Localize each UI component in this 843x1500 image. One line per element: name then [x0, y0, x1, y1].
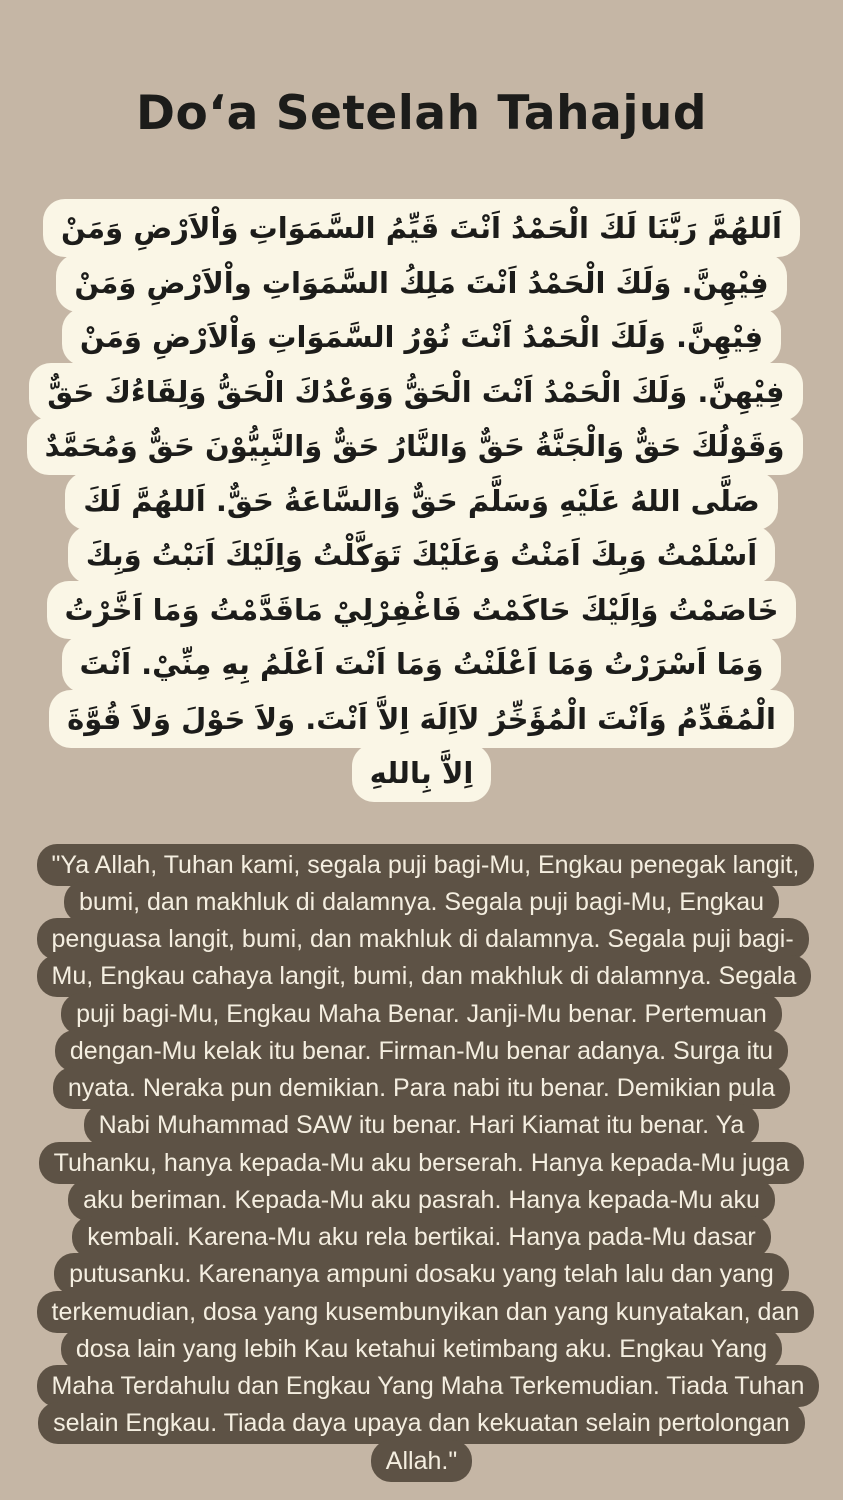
arabic-prayer-text: اَللهُمَّ رَبَّنَا لَكَ الْحَمْدُ اَنْتَ قَيِّمُ السَّمَوَاتِ وَاْلاَرْضِ وَمَنْ فِيْهِنَّ. وَلَكَ الْحَمْدُ اَنْتَ مَلِكُ السَّمَوَاتِ واْلاَرْضِ وَمَنْ فِيْهِنَّ. وَلَكَ الْحَمْدُ اَنْتَ نُوْرُ السَّمَوَاتِ وَاْلاَرْضِ وَمَنْ فِيْهِنَّ. وَلَكَ الْحَمْدُ اَنْتَ الْحَقُّ وَوَعْدُكَ الْحَقُّ وَلِقَاءُكَ حَقٌّ وَقَوْلُكَ حَقٌّ وَالْجَنَّةُ حَقٌّ وَالنَّارُ حَقٌّ وَالنَّبِيُّوْنَ حَقٌّ وَمُحَمَّدٌ صَلَّى اللهُ عَلَيْهِ وَسَلَّمَ حَقٌّ وَالسَّاعَةُ حَقٌّ. اَللهُمَّ لَكَ اَسْلَمْتُ وَبِكَ اَمَنْتُ وَعَلَيْكَ تَوَكَّلْتُ وَاِلَيْكَ اَنَبْتُ وَبِكَ خَاصَمْتُ وَاِلَيْكَ حَاكَمْتُ فَاغْفِرْلِيْ مَاقَدَّمْتُ وَمَا اَخَّرْتُ وَمَا اَسْرَرْتُ وَمَا اَعْلَنْتُ وَمَا اَنْتَ اَعْلَمُ بِهِ مِنِّيْ. اَنْتَ الْمُقَدِّمُ وَاَنْتَ الْمُؤَخِّرُ لاَاِلَهَ اِلاَّ اَنْتَ. وَلاَ حَوْلَ وَلاَ قُوَّةَ اِلاَّ بِاللهِ — [27, 199, 803, 802]
translation-text: "Ya Allah, Tuhan kami, segala puji bagi-Mu, Engkau penegak langit, bumi, dan makhluk di dalamnya. Segala puji bagi-Mu, Engkau penguasa langit, bumi, dan makhluk di dalamnya. Segala puji bagi-Mu, Engkau cahaya langit, bumi, dan makhluk di dalamnya. Segala puji bagi-Mu, Engkau Maha Benar. Janji-Mu benar. Pertemuan dengan-Mu kelak itu benar. Firman-Mu benar adanya. Surga itu nyata. Neraka pun demikian. Para nabi itu benar. Demikian pula Nabi Muhammad SAW itu benar. Hari Kiamat itu benar. Ya Tuhanku, hanya kepada-Mu aku berserah. Hanya kepada-Mu juga aku beriman. Kepada-Mu aku pasrah. Hanya kepada-Mu aku kembali. Karena-Mu aku rela bertikai. Hanya pada-Mu dasar putusanku. Karenanya ampuni dosaku yang telah lalu dan yang terkemudian, dosa yang kusembunyikan dan yang kunyatakan, dan dosa lain yang lebih Kau ketahui ketimbang aku. Engkau Yang Maha Terdahulu dan Engkau Yang Maha Terkemudian. Tiada Tuhan selain Engkau. Tiada daya upaya dan kekuatan selain pertolongan Allah." — [37, 844, 820, 1482]
page-title: Do‘a Setelah Tahajud — [135, 86, 708, 141]
arabic-prayer-section — [41, 201, 803, 801]
translation-section — [37, 847, 807, 1480]
